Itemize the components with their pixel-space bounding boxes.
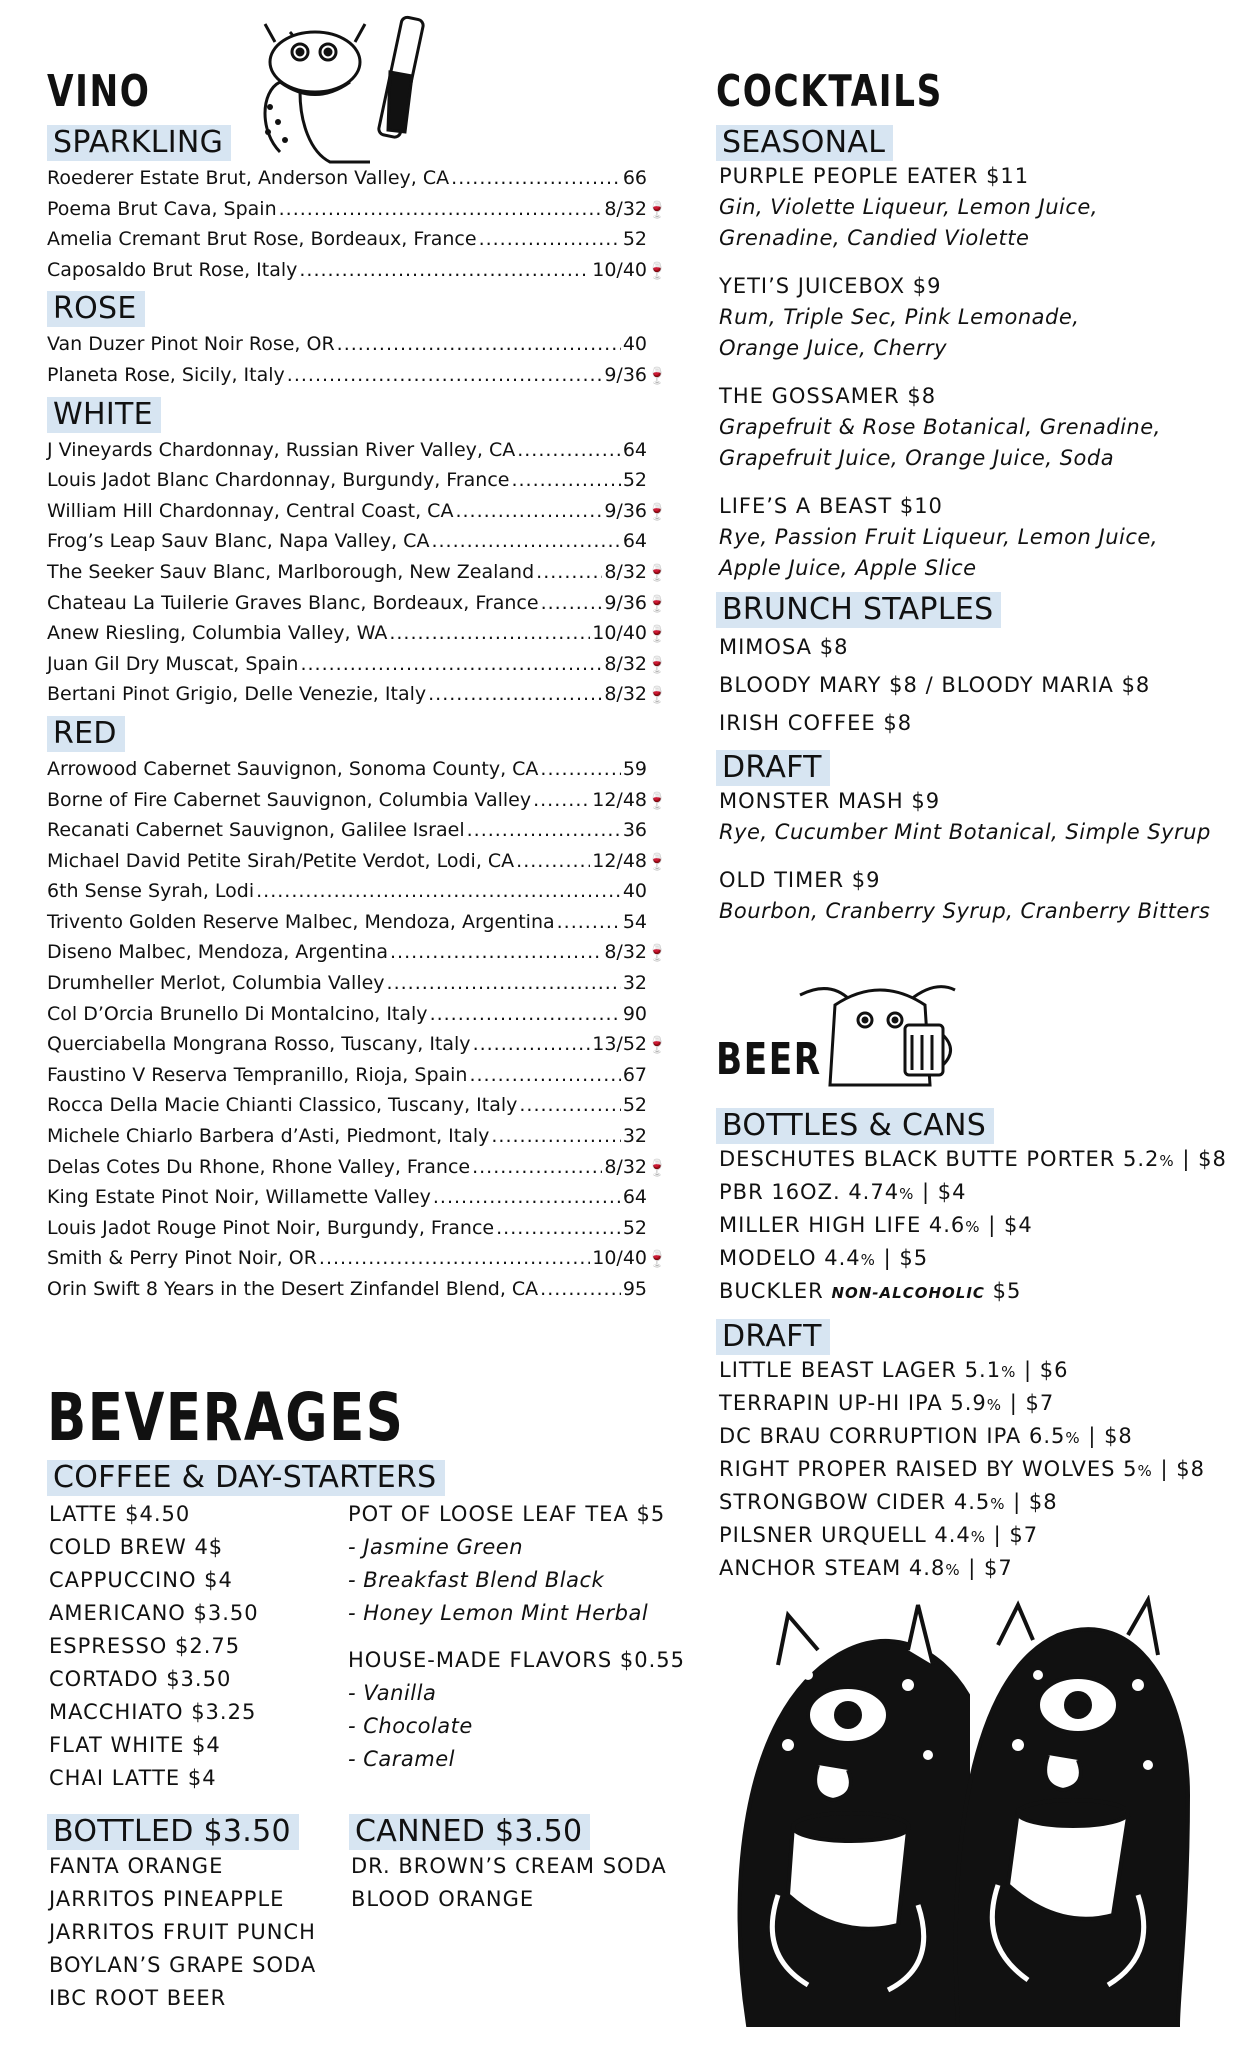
wine-row [47, 465, 667, 496]
beer-row [719, 1144, 1227, 1177]
wine-name: Anew Riesling, Columbia Valley, WA [47, 622, 388, 645]
coffee-item: CAPPUCCINO $4 [49, 1568, 233, 1592]
beer-price: | $6 [1016, 1358, 1069, 1382]
wine-price: 8/32 [604, 652, 647, 675]
wine-row [47, 1152, 667, 1183]
beer-name: MODELO 4.4 [719, 1246, 861, 1270]
wine-name: 6th Sense Syrah, Lodi [47, 880, 255, 903]
beer-pct: % [965, 1218, 981, 1236]
dot-leader [319, 1243, 590, 1274]
dot-leader [300, 649, 602, 680]
dot-leader [540, 1274, 621, 1305]
dot-leader [433, 1182, 621, 1213]
cocktail-draft-list [716, 786, 1216, 927]
wine-row [47, 618, 667, 649]
beer-pct: % [970, 1528, 986, 1546]
vino-title: VINO [47, 66, 151, 117]
wine-row [47, 815, 667, 846]
wine-name: Frog’s Leap Sauv Blanc, Napa Valley, CA [47, 530, 430, 553]
wine-price: 8/32 [604, 683, 647, 706]
wine-price: 64 [622, 438, 647, 461]
beer-price: | $7 [986, 1523, 1039, 1547]
wine-row [47, 1060, 667, 1091]
cocktail-desc: Orange Juice, Cherry [719, 336, 948, 360]
wine-glass-icon: 🍷 [647, 562, 667, 582]
coffee-item: MACCHIATO $3.25 [49, 1700, 257, 1724]
canned-header: CANNED $3.50 [349, 1814, 590, 1850]
wine-price: 10/40 [592, 258, 647, 281]
wine-price: 9/36 [604, 591, 647, 614]
beer-name: TERRAPIN UP-HI IPA 5.9 [719, 1391, 987, 1415]
wine-name: Smith & Perry Pinot Noir, OR [47, 1247, 317, 1270]
beer-name: STRONGBOW CIDER 4.5 [719, 1490, 991, 1514]
wine-price: 54 [622, 910, 647, 933]
wine-price: 40 [622, 880, 647, 903]
wine-row [47, 968, 667, 999]
wine-name: Amelia Cremant Brut Rose, Bordeaux, France [47, 228, 477, 251]
wine-price: 9/36 [604, 499, 647, 522]
wine-glass-icon: 🍷 [647, 654, 667, 674]
dot-leader [287, 360, 603, 391]
coffee-item: COLD BREW 4$ [49, 1535, 224, 1559]
dot-leader [541, 588, 603, 619]
wine-monster-illustration [240, 12, 440, 172]
wine-section-header: RED [47, 716, 125, 752]
wine-name: Louis Jadot Blanc Chardonnay, Burgundy, France [47, 469, 510, 492]
seasonal-header: SEASONAL [716, 125, 893, 161]
coffee-item: ESPRESSO $2.75 [49, 1634, 241, 1658]
vino-section [47, 66, 667, 1305]
beer-price: | $8 [1080, 1424, 1133, 1448]
dot-leader [428, 679, 602, 710]
dot-leader [337, 329, 621, 360]
cocktail-desc: Rye, Cucumber Mint Botanical, Simple Syrup [719, 820, 1211, 844]
wine-name: Poema Brut Cava, Spain [47, 197, 277, 220]
wine-name: Planeta Rose, Sicily, Italy [47, 363, 285, 386]
dot-leader [496, 1213, 621, 1244]
dot-leader [473, 1029, 591, 1060]
beer-row [719, 1421, 1216, 1454]
wine-row [47, 588, 667, 619]
wine-price: 67 [622, 1063, 647, 1086]
wine-row [47, 907, 667, 938]
wine-name: Chateau La Tuilerie Graves Blanc, Bordeaux, France [47, 591, 539, 614]
wine-row [47, 1090, 667, 1121]
cocktail-name: MONSTER MASH $9 [719, 789, 941, 813]
cocktail-desc: Rye, Passion Fruit Liqueur, Lemon Juice, [719, 525, 1158, 549]
wine-price: 36 [622, 819, 647, 842]
dot-leader [467, 815, 621, 846]
wine-glass-icon: 🍷 [647, 1249, 667, 1269]
wine-name: Michael David Petite Sirah/Petite Verdot, Lodi, CA [47, 849, 515, 872]
wine-row [47, 1274, 667, 1305]
flavor-option: - Chocolate [348, 1714, 473, 1738]
wine-price: 10/40 [592, 1247, 647, 1270]
beer-name: MILLER HIGH LIFE 4.6 [719, 1213, 966, 1237]
seasonal-list [716, 161, 1216, 584]
wine-name: Trivento Golden Reserve Malbec, Mendoza, Argentina [47, 910, 555, 933]
beer-row [719, 1553, 1216, 1586]
beer-price: | $8 [1005, 1490, 1058, 1514]
beer-price: | $7 [1002, 1391, 1055, 1415]
bottles-header: BOTTLES & CANS [716, 1108, 994, 1144]
wine-glass-icon: 🍷 [647, 365, 667, 385]
beer-row [719, 1520, 1216, 1553]
beer-pct: % [1065, 1429, 1081, 1447]
bottled-item: BOYLAN’S GRAPE SODA [49, 1953, 317, 1977]
beer-name: PILSNER URQUELL 4.4 [719, 1523, 971, 1547]
beer-row [719, 1210, 1216, 1243]
beverages-title: BEVERAGES [47, 1379, 405, 1456]
dot-leader [256, 876, 621, 907]
cocktail-name: THE GOSSAMER $8 [719, 384, 937, 408]
wine-row [47, 679, 667, 710]
wine-row [47, 1121, 667, 1152]
beer-pct: % [986, 1396, 1003, 1414]
wine-price: 8/32 [604, 560, 647, 583]
wine-name: Col D’Orcia Brunello Di Montalcino, Italy [47, 1002, 428, 1025]
wine-price: 8/32 [604, 1155, 647, 1178]
spacer [719, 364, 1216, 381]
beer-name: LITTLE BEAST LAGER 5.1 [719, 1358, 1002, 1382]
wine-name: William Hill Chardonnay, Central Coast, CA [47, 499, 454, 522]
wine-section-header: SPARKLING [47, 125, 231, 161]
beer-price: | $4 [980, 1213, 1033, 1237]
cocktail-name: LIFE’S A BEAST $10 [719, 494, 943, 518]
cocktails-title: COCKTAILS [716, 66, 943, 117]
wine-price: 52 [622, 469, 647, 492]
beer-draft-list [716, 1355, 1216, 1586]
wine-row [47, 360, 667, 391]
wine-name: The Seeker Sauv Blanc, Marlborough, New Zealand [47, 560, 535, 583]
beer-row [719, 1487, 1216, 1520]
dot-leader [516, 846, 590, 877]
wine-price: 8/32 [604, 197, 647, 220]
wine-glass-icon: 🍷 [647, 501, 667, 521]
dot-leader [390, 937, 602, 968]
wine-list [47, 125, 667, 1305]
bottled-header: BOTTLED $3.50 [47, 1814, 299, 1850]
spacer [719, 474, 1216, 491]
wine-name: Michele Chiarlo Barbera d’Asti, Piedmont, Italy [47, 1125, 490, 1148]
cocktail-draft-header: DRAFT [716, 750, 830, 786]
beer-price: | $8 [1152, 1457, 1205, 1481]
beer-pct: % [1001, 1363, 1017, 1381]
wine-price: 52 [622, 1216, 647, 1239]
wine-price: 66 [622, 167, 647, 189]
wine-price: 32 [622, 1125, 647, 1148]
wine-name: Orin Swift 8 Years in the Desert Zinfandel Blend, CA [47, 1278, 539, 1300]
wine-price: 52 [622, 228, 647, 251]
wine-name: Drumheller Merlot, Columbia Valley [47, 972, 385, 995]
cocktail-desc: Grapefruit & Rose Botanical, Grenadine, [719, 415, 1161, 439]
coffee-item: CORTADO $3.50 [49, 1667, 232, 1691]
bottled-list [47, 1850, 316, 2015]
beer-pct: % [990, 1495, 1006, 1513]
dot-leader [540, 754, 620, 785]
wine-name: J Vineyards Chardonnay, Russian River Valley, CA [47, 438, 516, 461]
dot-leader [519, 1090, 620, 1121]
cocktail-desc: Rum, Triple Sec, Pink Lemonade, [719, 305, 1080, 329]
wine-name: Diseno Malbec, Mendoza, Argentina [47, 941, 388, 964]
coffee-item: LATTE $4.50 [49, 1502, 191, 1526]
wine-price: 9/36 [604, 363, 647, 386]
wine-name: Querciabella Mongrana Rosso, Tuscany, Italy [47, 1033, 471, 1056]
wine-row [47, 999, 667, 1030]
wine-price: 32 [622, 972, 647, 995]
beer-price: $5 [984, 1279, 1022, 1303]
wine-glass-icon: 🍷 [647, 199, 667, 219]
beer-price: | $7 [960, 1556, 1013, 1580]
beer-draft-header: DRAFT [716, 1319, 830, 1355]
beer-name: DC BRAU CORRUPTION IPA 6.5 [719, 1424, 1066, 1448]
wine-row [47, 496, 667, 527]
beer-title: BEER [716, 1034, 822, 1085]
beer-name: RIGHT PROPER RAISED BY WOLVES 5 [719, 1457, 1138, 1481]
brunch-list [716, 628, 1216, 742]
wine-row [47, 876, 667, 907]
dot-leader [451, 163, 621, 194]
cocktail-name: YETI’S JUICEBOX $9 [719, 274, 942, 298]
wine-row [47, 785, 667, 816]
wine-price: 64 [622, 1186, 647, 1209]
beer-row [719, 1243, 1216, 1276]
tea-option: - Breakfast Blend Black [348, 1568, 605, 1592]
wine-row [47, 255, 667, 286]
wine-price: 64 [622, 530, 647, 553]
wine-row [47, 1029, 667, 1060]
wine-name: Arrowood Cabernet Sauvignon, Sonoma County, CA [47, 757, 539, 780]
beer-row [719, 1177, 1216, 1210]
wine-price: 8/32 [604, 941, 647, 964]
beer-name: ANCHOR STEAM 4.8 [719, 1556, 946, 1580]
wine-price: 10/40 [592, 622, 647, 645]
beer-pct: % [860, 1251, 876, 1269]
wine-name: Rocca Della Macie Chianti Classico, Tuscany, Italy [47, 1094, 518, 1117]
wine-row [47, 1243, 667, 1274]
wine-section-header: WHITE [47, 397, 161, 433]
wine-price: 13/52 [592, 1033, 647, 1056]
coffee-list [49, 1498, 259, 1795]
spacer [719, 254, 1216, 271]
wine-price: 12/48 [592, 849, 647, 872]
spacer [719, 848, 1216, 865]
wine-name: Delas Cotes Du Rhone, Rhone Valley, France [47, 1155, 471, 1178]
wine-row [47, 435, 667, 466]
flavor-option: - Vanilla [348, 1681, 437, 1705]
wine-name: King Estate Pinot Noir, Willamette Valley [47, 1186, 431, 1209]
dot-leader [557, 907, 621, 938]
dot-leader [536, 557, 602, 588]
wine-row [47, 224, 667, 255]
canned-item: DR. BROWN’S CREAM SODA [351, 1854, 667, 1878]
beverages-section [47, 1379, 687, 2014]
coffee-item: FLAT WHITE $4 [49, 1733, 221, 1757]
wine-name: Faustino V Reserva Tempranillo, Rioja, Spain [47, 1063, 468, 1086]
wine-glass-icon: 🍷 [647, 943, 667, 963]
dot-leader [517, 435, 621, 466]
cocktail-desc: Bourbon, Cranberry Syrup, Cranberry Bitters [719, 899, 1211, 923]
wine-price: 40 [622, 333, 647, 356]
bottled-item: IBC ROOT BEER [49, 1986, 227, 2010]
coffee-header: COFFEE & DAY-STARTERS [47, 1460, 445, 1496]
coffee-item: CHAI LATTE $4 [49, 1766, 217, 1790]
cocktail-desc: Grapefruit Juice, Orange Juice, Soda [719, 446, 1115, 470]
beer-pct: % [899, 1185, 915, 1203]
flavors-item: HOUSE-MADE FLAVORS $0.55 [348, 1648, 685, 1672]
cocktails-section [716, 66, 1216, 927]
wine-row [47, 937, 667, 968]
brunch-item: IRISH COFFEE $8 [719, 711, 913, 735]
brunch-item: BLOODY MARY $8 / BLOODY MARIA $8 [719, 673, 1151, 697]
wine-row [47, 754, 667, 785]
wine-name: Louis Jadot Rouge Pinot Noir, Burgundy, France [47, 1216, 495, 1239]
wine-name: Caposaldo Brut Rose, Italy [47, 258, 298, 281]
coffee-monsters-illustration [718, 1595, 1208, 2035]
beer-name: BUCKLER [719, 1279, 832, 1303]
wine-glass-icon: 🍷 [647, 790, 667, 810]
dot-leader [431, 526, 620, 557]
wine-price: 52 [622, 1094, 647, 1117]
dot-leader [279, 194, 603, 225]
wine-row [47, 194, 667, 225]
beer-pct: % [945, 1561, 961, 1579]
beer-name: PBR 16OZ. 4.74 [719, 1180, 900, 1204]
bottled-item: JARRITOS PINEAPPLE [49, 1887, 285, 1911]
wine-glass-icon: 🍷 [647, 1157, 667, 1177]
wine-row [47, 557, 667, 588]
flavor-option: - Caramel [348, 1747, 455, 1771]
cocktail-name: PURPLE PEOPLE EATER $11 [719, 164, 1030, 188]
dot-leader [469, 1060, 620, 1091]
cocktail-desc: Apple Juice, Apple Slice [719, 556, 977, 580]
dot-leader [389, 618, 590, 649]
wine-section-header: ROSE [47, 291, 145, 327]
wine-price: 95 [622, 1278, 647, 1300]
dot-leader [430, 999, 621, 1030]
wine-glass-icon: 🍷 [647, 624, 667, 644]
cocktail-desc: Gin, Violette Liqueur, Lemon Juice, [719, 195, 1098, 219]
tea-and-flavors [348, 1498, 685, 1776]
beer-row [719, 1355, 1216, 1388]
tea-option: - Honey Lemon Mint Herbal [348, 1601, 649, 1625]
beer-price: | $4 [914, 1180, 967, 1204]
beer-price: | $5 [875, 1246, 929, 1270]
bottles-list [716, 1144, 1227, 1309]
wine-price: 12/48 [592, 788, 647, 811]
wine-glass-icon: 🍷 [647, 260, 667, 280]
canned-item: BLOOD ORANGE [351, 1887, 535, 1911]
wine-row [47, 1213, 667, 1244]
wine-name: Juan Gil Dry Muscat, Spain [47, 652, 299, 675]
dot-leader [479, 224, 621, 255]
wine-glass-icon: 🍷 [647, 685, 667, 705]
wine-name: Van Duzer Pinot Noir Rose, OR [47, 333, 335, 356]
wine-name: Roederer Estate Brut, Anderson Valley, CA [47, 167, 450, 189]
wine-glass-icon: 🍷 [647, 593, 667, 613]
wine-row [47, 526, 667, 557]
dot-leader [299, 255, 590, 286]
wine-row [47, 649, 667, 680]
tea-item: POT OF LOOSE LEAF TEA $5 [348, 1502, 666, 1526]
brunch-header: BRUNCH STAPLES [716, 592, 1001, 628]
wine-glass-icon: 🍷 [647, 1035, 667, 1055]
cocktail-name: OLD TIMER $9 [719, 868, 881, 892]
canned-list [349, 1850, 667, 1916]
bottled-item: FANTA ORANGE [49, 1854, 224, 1878]
beer-row [719, 1276, 1216, 1309]
dot-leader [387, 968, 621, 999]
dot-leader [491, 1121, 620, 1152]
beer-pct: % [1137, 1462, 1153, 1480]
dot-leader [511, 465, 620, 496]
beer-price: | $8 [1174, 1147, 1227, 1171]
dot-leader [533, 785, 590, 816]
wine-price: 59 [622, 757, 647, 780]
dot-leader [455, 496, 602, 527]
wine-name: Recanati Cabernet Sauvignon, Galilee Israel [47, 819, 465, 842]
wine-name: Borne of Fire Cabernet Sauvignon, Columbia Valley [47, 788, 532, 811]
beer-row [719, 1454, 1216, 1487]
wine-glass-icon: 🍷 [647, 851, 667, 871]
wine-row [47, 1182, 667, 1213]
coffee-item: AMERICANO $3.50 [49, 1601, 259, 1625]
beer-row [719, 1388, 1216, 1421]
wine-price: 90 [622, 1002, 647, 1025]
tea-option: - Jasmine Green [348, 1535, 524, 1559]
beer-section [716, 1034, 1227, 1586]
cocktail-desc: Grenadine, Candied Violette [719, 226, 1030, 250]
beer-name: DESCHUTES BLACK BUTTE PORTER 5.2 [719, 1147, 1160, 1171]
wine-row [47, 846, 667, 877]
dot-leader [472, 1152, 602, 1183]
wine-row [47, 329, 667, 360]
beer-tag: NON-ALCOHOLIC [831, 1284, 985, 1302]
brunch-item: MIMOSA $8 [719, 635, 849, 659]
beer-pct: % [1159, 1152, 1175, 1170]
bottled-item: JARRITOS FRUIT PUNCH [49, 1920, 316, 1944]
wine-name: Bertani Pinot Grigio, Delle Venezie, Italy [47, 683, 427, 706]
